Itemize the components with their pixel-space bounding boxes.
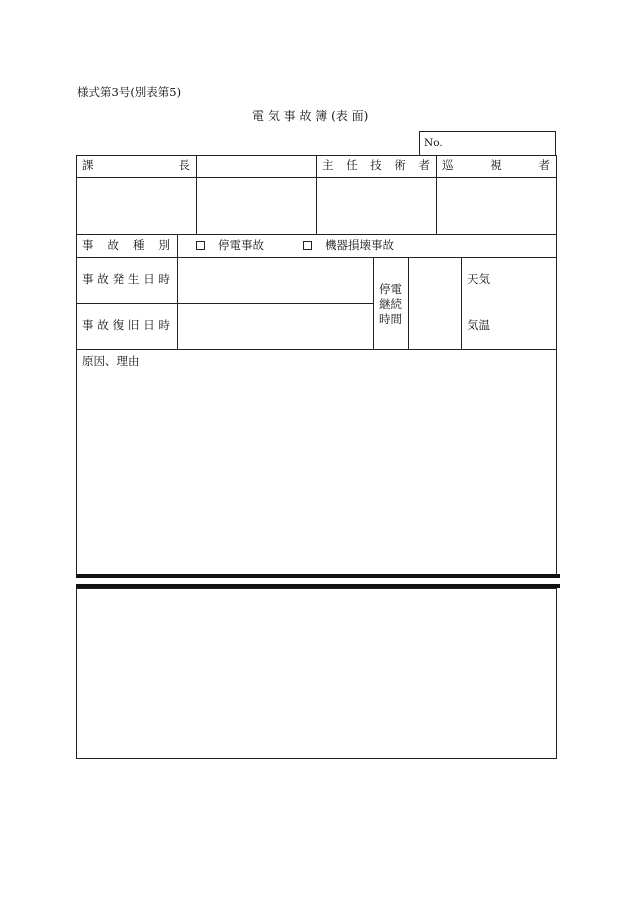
temperature-label: 気温 — [467, 318, 490, 332]
form-number: 様式第3号(別表第5) — [77, 85, 182, 99]
blank-stamp-cell[interactable] — [197, 178, 315, 233]
power-outage-checkbox[interactable] — [196, 241, 205, 250]
occurrence-datetime-label: 事 故 発 生 日 時 — [82, 272, 170, 286]
recovery-datetime-field[interactable] — [178, 304, 372, 348]
weather-label: 天気 — [467, 272, 490, 286]
outage-duration-label-line-1: 停電 — [379, 282, 402, 296]
occurrence-datetime-field[interactable] — [178, 258, 372, 302]
number-label: No. — [424, 137, 443, 149]
date-section-bottom-divider — [76, 349, 557, 350]
equipment-damage-option-label: 機器損壊事故 — [325, 238, 394, 252]
approval-bottom-divider — [76, 234, 557, 235]
power-outage-option-label: 停電事故 — [218, 238, 264, 252]
patrol-stamp-cell[interactable] — [437, 178, 556, 233]
equipment-damage-checkbox[interactable] — [303, 241, 312, 250]
lower-notes-box[interactable] — [76, 588, 557, 759]
outage-duration-label-line-3: 時間 — [379, 312, 402, 326]
cause-label: 原因、理由 — [82, 354, 140, 368]
weather-col-divider — [461, 257, 462, 349]
form-title: 電 気 事 故 簿 (表 面) — [252, 109, 369, 123]
fold-separator-top — [76, 574, 560, 578]
section-chief-stamp-cell[interactable] — [77, 178, 195, 233]
section-chief-label: 課 長 — [82, 158, 190, 172]
chief-engineer-label: 主 任 技 術 者 — [322, 158, 430, 172]
patrol-label: 巡 視 者 — [442, 158, 550, 172]
accident-type-label: 事 故 種 別 — [82, 238, 170, 252]
cause-field[interactable] — [77, 372, 556, 572]
outage-duration-field[interactable] — [409, 258, 460, 348]
chief-engineer-stamp-cell[interactable] — [317, 178, 435, 233]
outage-duration-label-line-2: 継続 — [379, 297, 402, 311]
recovery-datetime-label: 事 故 復 旧 日 時 — [82, 318, 170, 332]
outage-col-left-divider — [373, 257, 374, 349]
